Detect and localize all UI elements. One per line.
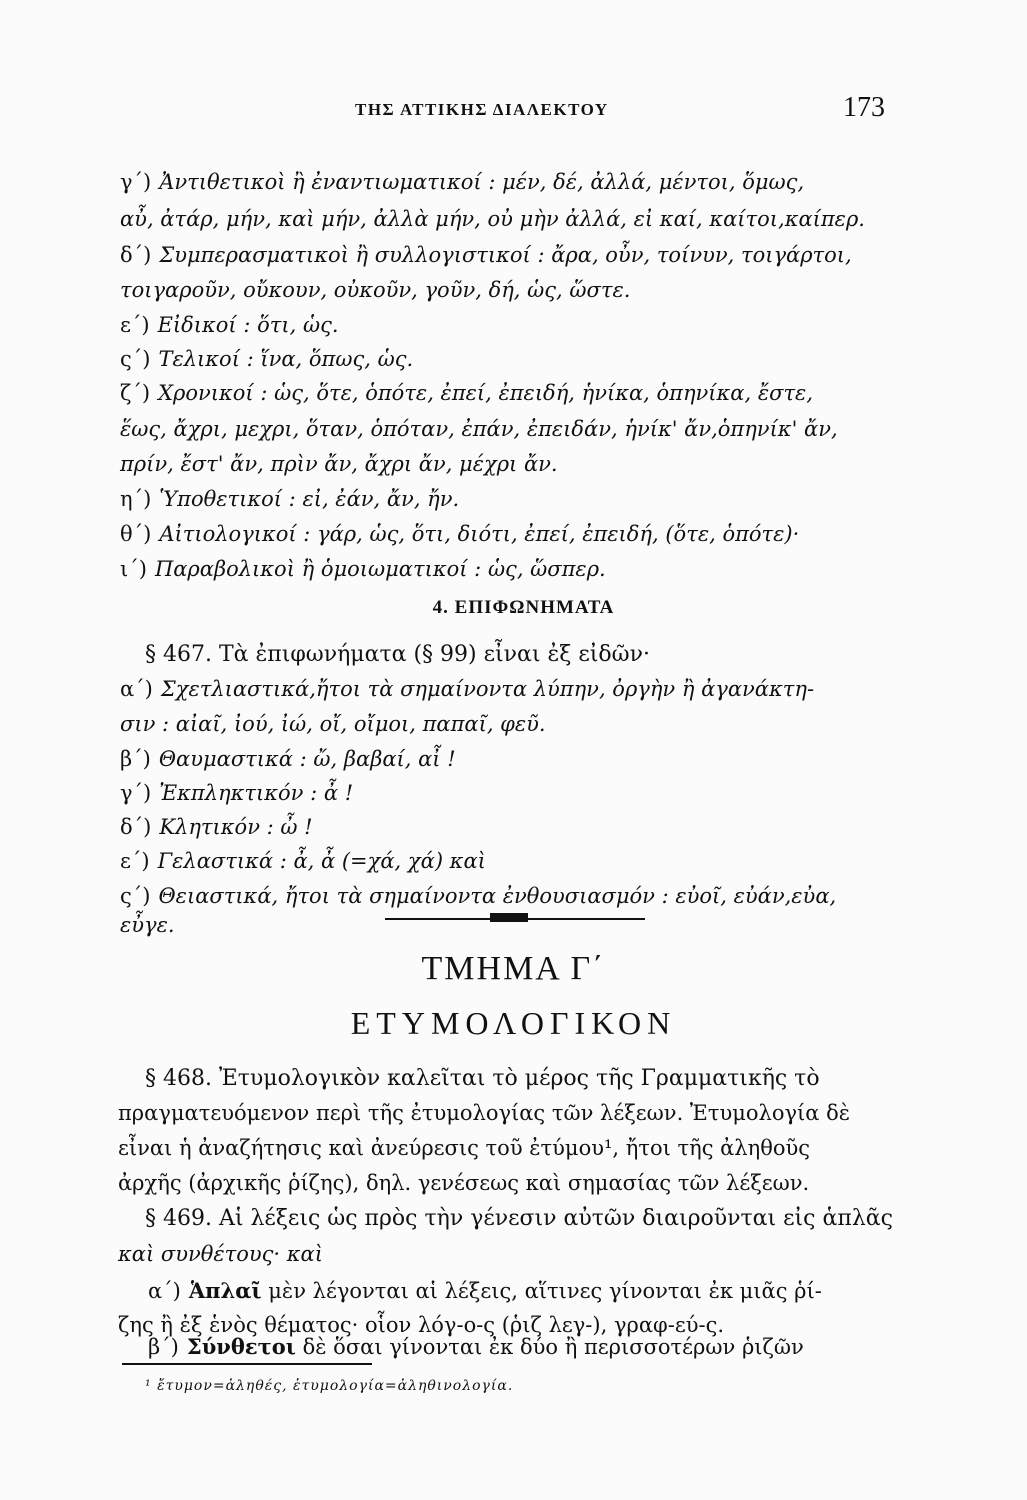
conj-zeta-cont1: ἕως, ἄχρι, μεχρι, ὅταν, ὁπόταν, ἐπάν, ἐπειδάν, ἡνίκ' ἄν,ὁπηνίκ' ἄν,: [120, 417, 838, 441]
item-marker: ζ΄): [120, 381, 151, 405]
item-marker: ς΄): [120, 347, 151, 371]
conj-gamma-cont: αὖ, ἀτάρ, μήν, καὶ μήν, ἀλλὰ μήν, οὐ μὴν ἀλλά, εἰ καί, καίτοι,καίπερ.: [120, 207, 865, 231]
interj-stigma-line: [120, 884, 836, 908]
category-label: Παραβολικοὶ ἢ ὁμοιωματικοί :: [154, 557, 482, 581]
conj-iota-line: [120, 557, 606, 581]
word-list: ὡς, ὥσπερ.: [487, 557, 606, 581]
category-label: Ἀντιθετικοὶ ἢ ἐναντιωματικοί :: [159, 170, 496, 194]
footnote: ¹ ἔτυμον=ἀληθές, ἐτυμολογία=ἀληθινολογία.: [145, 1378, 514, 1394]
interj-gamma-line: [120, 781, 353, 805]
interj-stigma-cont: εὖγε.: [120, 913, 175, 937]
footnote-rule: [122, 1363, 372, 1365]
interj-delta-text: Κλητικόν : ὦ !: [159, 815, 313, 839]
term-compound: Σύνθετοι: [186, 1334, 296, 1359]
word-list: εἰ, ἐάν, ἄν, ἤν.: [302, 487, 460, 511]
paragraph-468-line2: πραγματευόμενον περὶ τῆς ἐτυμολογίας τῶν λέξεων. Ἐτυμολογία δὲ: [118, 1101, 851, 1125]
conj-delta-cont: τοιγαροῦν, οὔκουν, οὐκοῦν, γοῦν, δή, ὡς, ὥστε.: [120, 278, 631, 302]
item-marker: η΄): [120, 487, 152, 511]
paragraph-468-line4: ἀρχῆς (ἀρχικῆς ῥίζης), δηλ. γενέσεως καὶ σημασίας τῶν λέξεων.: [118, 1171, 810, 1195]
simple-words-line1: [148, 1278, 822, 1303]
category-label: Τελικοί :: [158, 347, 254, 371]
interj-gamma-text: Ἐκπληκτικόν : ἆ !: [159, 781, 354, 805]
category-label: Χρονικοί :: [158, 381, 268, 405]
section-subtitle: ΕΤΥΜΟΛΟΓΙΚΟΝ: [350, 1005, 677, 1041]
interj-alpha-line: [120, 677, 814, 701]
conj-zeta-cont2: πρίν, ἔστ' ἄν, πρὶν ἄν, ἄχρι ἄν, μέχρι ἄν.: [120, 452, 558, 476]
term-simple: Ἁπλαῖ: [188, 1278, 262, 1303]
section-title: ΤΜΗΜΑ Γ΄: [421, 950, 606, 987]
item-marker: ς΄): [120, 884, 151, 908]
word-list: ὡς, ὅτε, ὁπότε, ἐπεί, ἐπειδή, ἡνίκα, ὁπηνίκα, ἔστε,: [274, 381, 814, 405]
item-marker: δ΄): [120, 243, 152, 267]
item-marker: β΄): [120, 747, 151, 771]
category-label: Εἰδικοί :: [157, 313, 251, 337]
item-marker: δ΄): [120, 815, 152, 839]
interj-alpha-cont: σιν : αἰαῖ, ἰού, ἰώ, οἴ, οἴμοι, παπαῖ, φεῦ.: [120, 712, 546, 736]
interjections-heading: 4. ΕΠΙΦΩΝΗΜΑΤΑ: [432, 597, 615, 618]
interj-epsilon-text: Γελαστικά : ἆ, ἆ (=χά, χά) καὶ: [157, 849, 486, 873]
word-list: ὅτι, ὡς.: [257, 313, 339, 337]
category-label: Αἰτιολογικοί :: [159, 522, 311, 546]
item-marker: ι΄): [120, 557, 147, 581]
page-number: 173: [843, 92, 885, 123]
conj-gamma-line: [120, 170, 804, 194]
interj-beta-line: [120, 747, 456, 771]
item-marker: γ΄): [120, 781, 152, 805]
interj-delta-line: [120, 815, 313, 839]
item-marker: α΄): [120, 677, 153, 701]
interj-stigma-text: Θειαστικά, ἤτοι τὰ σημαίνοντα ἐνθουσιασμόν : εὐοῖ, εὐάν,εὐα,: [158, 884, 837, 908]
conj-epsilon-line: [120, 313, 339, 337]
word-list: ἄρα, οὖν, τοίνυν, τοιγάρτοι,: [551, 243, 852, 267]
simple-words-text: μὲν λέγονται αἱ λέξεις, αἵτινες γίνονται ἐκ μιᾶς ῥί-: [268, 1279, 822, 1303]
paragraph-468-line3: εἶναι ἡ ἀναζήτησις καὶ ἀνεύρεσις τοῦ ἐτύμου¹, ἤτοι τῆς ἀληθοῦς: [118, 1136, 811, 1160]
paragraph-467: § 467. Τὰ ἐπιφωνήματα (§ 99) εἶναι ἐξ εἰδῶν·: [145, 642, 650, 667]
conj-delta-line: [120, 243, 852, 267]
running-header: ΤΗΣ ΑΤΤΙΚΗΣ ΔΙΑΛΕΚΤΟΥ: [355, 100, 609, 119]
compound-words-line1: [148, 1334, 804, 1359]
simple-words-line2: ζης ἢ ἐξ ἑνὸς θέματος· οἷον λόγ-ο-ς (ῥιζ λεγ-), γραφ-εύ-ς.: [118, 1313, 725, 1337]
word-list: μέν, δέ, ἀλλά, μέντοι, ὅμως,: [502, 170, 805, 194]
interj-epsilon-line: [120, 849, 486, 873]
item-marker: ε΄): [120, 849, 150, 873]
interj-beta-text: Θαυμαστικά : ὤ, βαβαί, αἶ !: [158, 747, 456, 771]
category-label: Ὑποθετικοί :: [159, 487, 296, 511]
item-marker: α΄): [148, 1279, 181, 1303]
conj-theta-line: [120, 522, 799, 546]
item-marker: β΄): [148, 1335, 179, 1359]
item-marker: γ΄): [120, 170, 152, 194]
paragraph-469-line2: καὶ συνθέτους· καὶ: [118, 1242, 323, 1266]
interj-alpha-text: Σχετλιαστικά,ἤτοι τὰ σημαίνοντα λύπην, ὀργὴν ἢ ἀγανάκτη-: [160, 677, 815, 701]
compound-words-text: δὲ ὅσαι γίνονται ἐκ δύο ἢ περισσοτέρων ῥιζῶν: [302, 1335, 804, 1359]
item-marker: θ΄): [120, 522, 152, 546]
conj-zeta-line: [120, 381, 813, 405]
conj-stigma-line: [120, 347, 413, 371]
word-list: γάρ, ὡς, ὅτι, διότι, ἐπεί, ἐπειδή, (ὅτε, ὁπότε)·: [317, 522, 800, 546]
paragraph-469-line1: § 469. Αἱ λέξεις ὡς πρὸς τὴν γένεσιν αὐτῶν διαιροῦνται εἰς ἁπλᾶς: [145, 1206, 893, 1231]
word-list: ἵνα, ὅπως, ὡς.: [260, 347, 414, 371]
item-marker: ε΄): [120, 313, 150, 337]
paragraph-468-line1: § 468. Ἐτυμολογικὸν καλεῖται τὸ μέρος τῆς Γραμματικῆς τὸ: [145, 1066, 820, 1091]
section-divider-ornament: [490, 913, 528, 922]
conj-eta-line: [120, 487, 459, 511]
category-label: Συμπερασματικοὶ ἢ συλλογιστικοί :: [159, 243, 545, 267]
